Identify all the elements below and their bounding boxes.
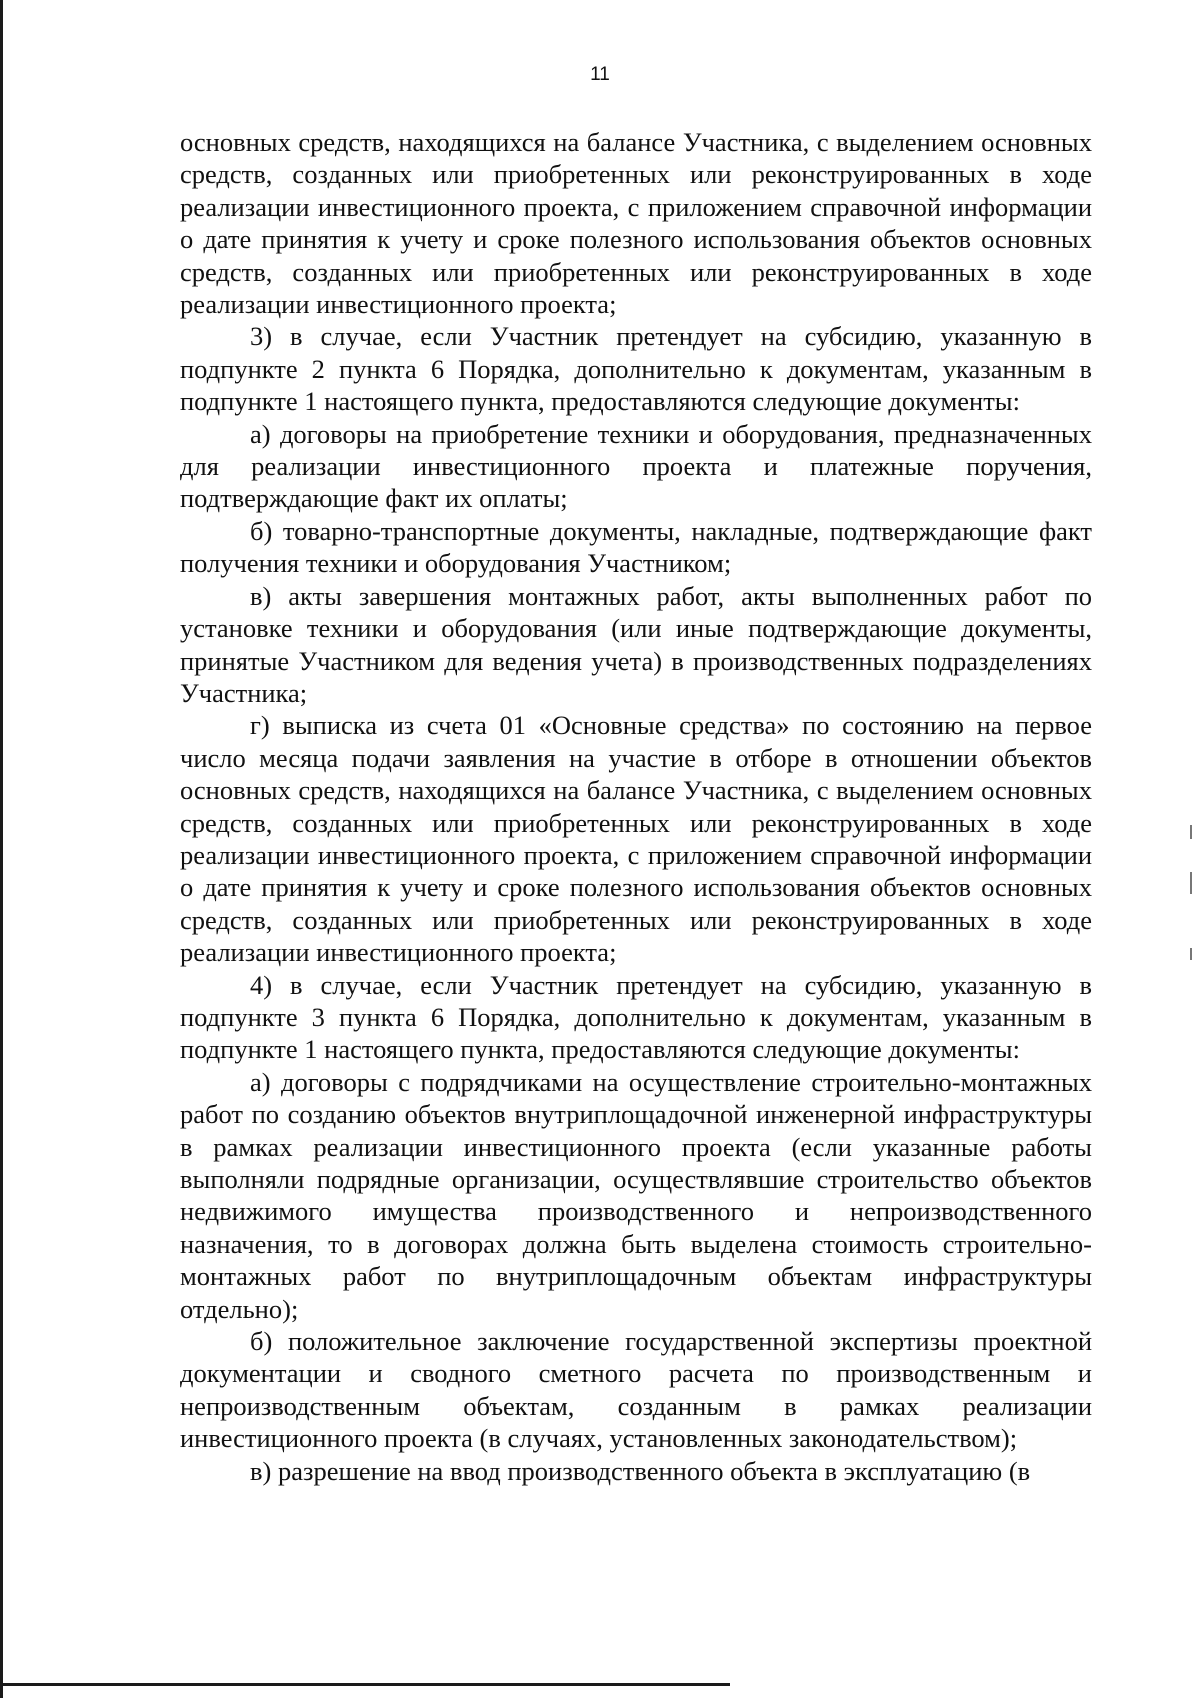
scan-margin-mark [1190, 872, 1192, 894]
paragraph-item-4a: а) договоры с подрядчиками на осуществление строительно-монтажных работ по созданию объектов внутриплощадочной инженерной инфраструктуры в рамках реализации инвестиционного проекта (если указанные работы выполняли подрядные организации, осуществлявшие строительство объектов недвижимого имущества производственного и непроизводственного назначения, то в договорах должна быть выделена стоимость строительно-монтажных работ по внутриплощадочным объектам инфраструктуры отдельно); [180, 1066, 1092, 1324]
paragraph-item-3a: а) договоры на приобретение техники и оборудования, предназначенных для реализации инвестиционного проекта и платежные поручения, подтверждающие факт их оплаты; [180, 418, 1092, 514]
document-body [180, 126, 1092, 1487]
paragraph-item-3: 3) в случае, если Участник претендует на субсидию, указанную в подпункте 2 пункта 6 Порядка, дополнительно к документам, указанным в подпункте 1 настоящего пункта, предоставляются следующие документы: [180, 321, 1092, 417]
paragraph-continuation: основных средств, находящихся на балансе Участника, с выделением основных средств, созданных или приобретенных или реконструированных в ходе реализации инвестиционного проекта, с приложением справочной информации о дате принятия к учету и сроке полезного использования объектов основных средств, созданных или приобретенных или реконструированных в ходе реализации инвестиционного проекта; [180, 127, 1092, 320]
paragraph-item-4b: б) положительное заключение государственной экспертизы проектной документации и сводного сметного расчета по производственным и непроизводственным объектам, созданным в рамках реализации инвестиционного проекта (в случаях, установленных законодательством); [180, 1326, 1092, 1454]
paragraph-item-4v: в) разрешение на ввод производственного объекта в эксплуатацию (в [250, 1455, 1031, 1486]
scan-bottom-border [0, 1683, 730, 1686]
paragraph-item-4: 4) в случае, если Участник претендует на субсидию, указанную в подпункте 3 пункта 6 Порядка, дополнительно к документам, указанным в подпункте 1 настоящего пункта, предоставляются следующие документы: [180, 969, 1092, 1065]
scan-left-border [0, 0, 3, 1698]
paragraph-item-3v: в) акты завершения монтажных работ, акты выполненных работ по установке техники и оборудования (или иные подтверждающие документы, принятые Участником для ведения учета) в производственных подразделениях Участника; [180, 580, 1092, 708]
scan-margin-mark [1190, 825, 1192, 839]
paragraph-item-3g: г) выписка из счета 01 «Основные средства» по состоянию на первое число месяца подачи заявления на участие в отборе в отношении объектов основных средств, находящихся на балансе Участника, с выделением основных средств, созданных или приобретенных или реконструированных в ходе реализации инвестиционного проекта, с приложением справочной информации о дате принятия к учету и сроке полезного использования объектов основных средств, созданных или приобретенных или реконструированных в ходе реализации инвестиционного проекта; [180, 710, 1092, 968]
paragraph-item-3b: б) товарно-транспортные документы, накладные, подтверждающие факт получения техники и оборудования Участником; [180, 515, 1092, 579]
page-number: 11 [590, 64, 610, 85]
scan-margin-mark [1190, 948, 1192, 960]
